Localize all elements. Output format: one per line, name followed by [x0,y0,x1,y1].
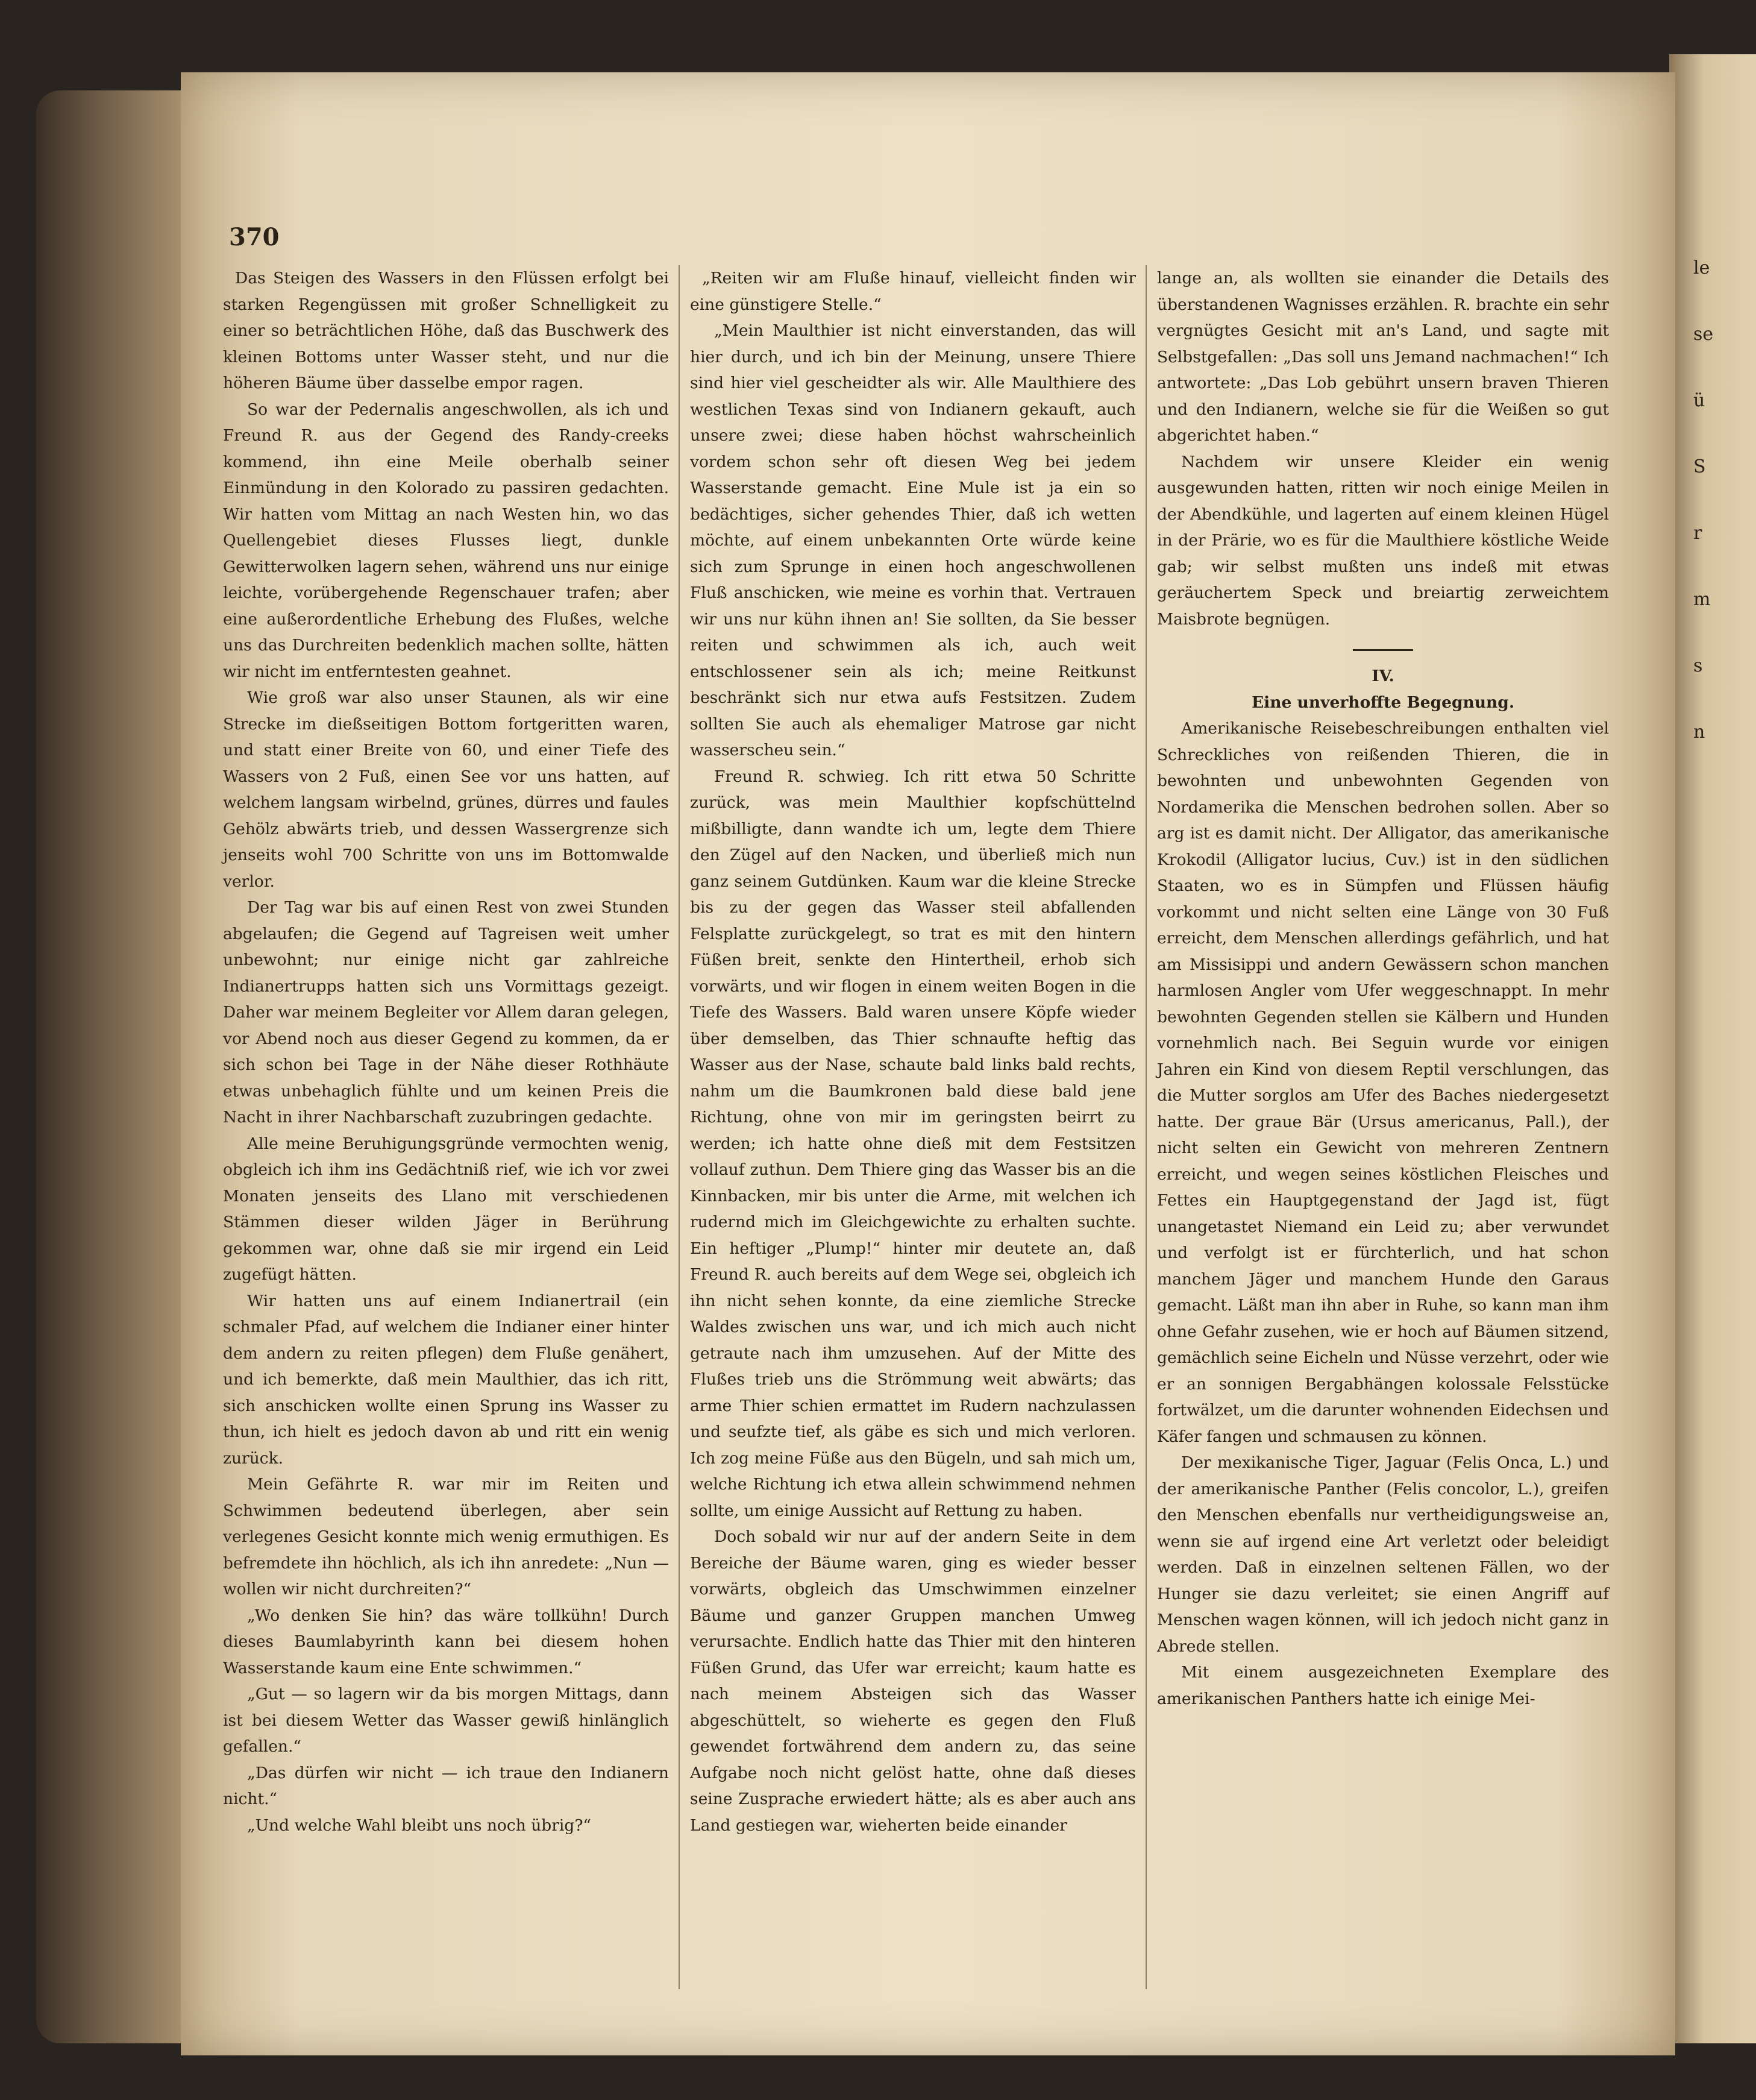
edge-fragment: S [1693,456,1706,477]
paragraph: lange an, als wollten sie einander die Details des überstandenen Wagnisses erzählen. R. brachte ein sehr vergnügtes Gesicht mit an's Land, und sagte mit Selbstgefallen: „Das soll uns Jemand nachmachen!“ Ich antwortete: „Das Lob gebührt unsern braven Thieren und den Indianern, welche sie für die Weißen so gut abgerichtet haben.“ [1157,269,1609,445]
paragraph: Der Tag war bis auf einen Rest von zwei Stunden abgelaufen; die Gegend auf Tagreisen weit umher unbewohnt; nur einige nicht gar zahlreiche Indianertrupps hatten sich uns Vormittags gezeigt. Daher war meinem Begleiter vor Allem daran gelegen, vor Abend noch aus dieser Gegend zu kommen, da er sich schon bei Tage in der Nähe dieser Rothhäute etwas unbehaglich fühlte und um keinen Preis die Nacht in ihrer Nachbarschaft zuzubringen gedachte. [223,898,669,1127]
paragraph: Mit einem ausgezeichneten Exemplare des amerikanischen Panthers hatte ich einige Mei- [1157,1663,1609,1708]
edge-fragment: r [1693,523,1702,544]
facing-page-text-fragments [1693,235,1713,765]
text-column-1 [223,265,669,1838]
paragraph: „Gut — so lagern wir da bis morgen Mittags, dann ist bei diesem Wetter das Wasser gewiß hinlänglich gefallen.“ [223,1685,669,1756]
edge-fragment: m [1693,589,1711,610]
paragraph: Nachdem wir unsere Kleider ein wenig ausgewunden hatten, ritten wir noch einige Meilen in der Abendkühle, und lagerten auf einem kleinen Hügel in der Prärie, wo es für die Maulthiere köstliche Weide gab; wir selbst mußten uns indeß mit etwas geräuchertem Speck und breiartig zerweichtem Maisbrote begnügen. [1157,452,1609,629]
paragraph: „Wo denken Sie hin? das wäre tollkühn! Durch dieses Baumlabyrinth kann bei diesem hohen Wasserstande kaum eine Ente schwimmen.“ [223,1606,669,1677]
edge-fragment: se [1693,324,1714,345]
text-column-3 [1157,265,1609,1712]
paragraph: Mein Gefährte R. war mir im Reiten und Schwimmen bedeutend überlegen, aber sein verlegenes Gesicht konnte mich wenig ermuthigen. Es befremdete ihn höchlich, als ich ihn anredete: „Nun — wollen wir nicht durchreiten?“ [223,1475,669,1599]
paragraph: Doch sobald wir nur auf der andern Seite in dem Bereiche der Bäume waren, ging es wieder besser vorwärts, obgleich das Umschwimmen einzelner Bäume und ganzer Gruppen manchen Umweg verursachte. Endlich hatte das Thier mit den hinteren Füßen Grund, das Ufer war erreicht; kaum hatte es nach meinem Absteigen sich das Wasser abgeschüttelt, so wieherte es gegen den Fluß gewendet fortwährend dem andern zu, das seine Aufgabe noch nicht gelöst hatte, ohne daß dieses seine Zusprache erwiedert hätte; als es aber auch ans Land gestiegen war, wieherten beide einander [690,1527,1136,1835]
paragraph: So war der Pedernalis angeschwollen, als ich und Freund R. aus der Gegend des Randy-creeks kommend, ihn eine Meile oberhalb seiner Einmündung in den Kolorado zu passiren gedachten. Wir hatten vom Mittag an nach Westen hin, wo das Quellengebiet dieses Flusses liegt, dunkle Gewitterwolken lagern sehen, während uns nur einige leichte, vorübergehende Regenschauer trafen; aber eine außerordentliche Erhebung des Flußes, welche uns das Durchreiten bedenklich machen sollte, hätten wir nicht im entferntesten geahnet. [223,400,669,681]
column-3-top-text [1157,265,1609,632]
column-3-section-text [1157,715,1609,1712]
book-page [181,72,1675,2055]
column-divider-1 [679,265,680,1989]
paragraph: „Und welche Wahl bleibt uns noch übrig?“ [247,1815,592,1835]
facing-page-edge [1669,54,1756,2043]
paragraph: Wir hatten uns auf einem Indianertrail (ein schmaler Pfad, auf welchem die Indianer einer hinter dem andern zu reiten pflegen) dem Fluße genähert, und ich bemerkte, daß mein Maulthier, das ich ritt, sich anschicken wollte einen Sprung ins Wasser zu thun, ich hielt es jedoch davon ab und ritt ein wenig zurück. [223,1291,669,1468]
section-separator-rule [1353,649,1413,651]
edge-fragment: n [1693,721,1705,743]
paragraph: Das Steigen des Wassers in den Flüssen erfolgt bei starken Regengüssen mit großer Schnelligkeit zu einer so beträchtlichen Höhe, daß das Buschwerk des kleinen Bottoms unter Wasser steht, und nur die höheren Bäume über dasselbe empor ragen. [223,269,669,392]
paragraph: „Mein Maulthier ist nicht einverstanden, das will hier durch, und ich bin der Meinung, unsere Thiere sind hier viel gescheidter als wir. Alle Maulthiere des westlichen Texas sind von Indianern gekauft, auch unsere zwei; diese haben höchst wahrscheinlich vordem schon sehr oft diesen Weg bei jedem Wasserstande gemacht. Eine Mule ist ja ein so bedächtiges, sicher gehendes Thier, daß ich wetten möchte, auf einem unbekannten Orte würde keine sich zum Sprunge in einen hoch angeschwollenen Fluß anschicken, wie meine es vorhin that. Vertrauen wir uns nur kühn ihnen an! Sie sollten, da Sie besser reiten und schwimmen als ich, auch weit entschlossener sein als ich; meine Reitkunst beschränkt sich nur etwa aufs Festsitzen. Zudem sollten Sie auch als ehemaliger Matrose gar nicht wasserscheu sein.“ [690,321,1136,759]
edge-fragment: ü [1693,390,1705,411]
edge-fragment: le [1693,257,1710,278]
paragraph: Alle meine Beruhigungsgründe vermochten wenig, obgleich ich ihm ins Gedächtniß rief, wie ich vor zwei Monaten jenseits des Llano mit verschiedenen Stämmen dieser wilden Jäger in Berührung gekommen war, ohne daß sie mir irgend ein Leid zugefügt hätten. [223,1134,669,1284]
section-number: IV. [1372,667,1394,685]
section-title: Eine unverhoffte Begegnung. [1251,693,1515,712]
paragraph: Wie groß war also unser Staunen, als wir eine Strecke im dießseitigen Bottom fortgeritten waren, und statt einer Breite von 60, und einer Tiefe des Wassers von 2 Fuß, einen See vor uns hatten, auf welchem langsam wirbelnd, grünes, dürres und faules Gehölz abwärts trieb, und dessen Wassergrenze sich jenseits wohl 700 Schritte von uns im Bottomwalde verlor. [223,688,669,891]
edge-fragment: s [1693,655,1703,676]
paragraph: Amerikanische Reisebeschreibungen enthalten viel Schreckliches von reißenden Thieren, die in bewohnten und unbewohnten Gegenden von Nordamerika die Menschen bedrohen sollen. Aber so arg ist es damit nicht. Der Alligator, das amerikanische Krokodil (Alligator lucius, Cuv.) ist in den südlichen Staaten, wo es in Sümpfen und Flüssen häufig vorkommt und nicht selten eine Länge von 30 Fuß erreicht, dem Menschen allerdings gefährlich, und hat am Missisippi und andern Gewässern schon manchen harmlosen Angler vom Ufer weggeschnappt. In mehr bewohnten Gegenden stellen sie Kälbern und Hunden vornehmlich nach. Bei Seguin wurde vor einigen Jahren ein Kind von diesem Reptil verschlungen, das die Mutter sorglos am Ufer des Baches niedergesetzt hatte. Der graue Bär (Ursus americanus, Pall.), der nicht selten ein Gewicht von mehreren Zentnern erreicht, und wegen seines köstlichen Fleisches und Fettes ein Hauptgegenstand der Jagd ist, fügt unangetastet Niemand ein Leid zu; aber verwundet und verfolgt ist er fürchterlich, und hat schon manchem Jäger und manchem Hunde den Garaus gemacht. Läßt man ihn aber in Ruhe, so kann man ihm ohne Gefahr zusehen, wie er hoch auf Bäumen sitzend, gemächlich seine Eicheln und Nüsse verzehrt, oder wie er an sonnigen Bergabhängen kolossale Felsstücke fortwälzet, um die darunter wohnenden Eidechsen und Käfer fangen und schmausen zu können. [1157,719,1609,1446]
text-column-2 [690,265,1136,1838]
paragraph: „Das dürfen wir nicht — ich traue den Indianern nicht.“ [223,1763,669,1808]
column-divider-2 [1146,265,1147,1989]
paragraph: Der mexikanische Tiger, Jaguar (Felis Onca, L.) und der amerikanische Panther (Felis concolor, L.), greifen den Menschen ebenfalls nur vertheidigungsweise an, wenn sie auf irgend eine Art verletzt oder beleidigt werden. Daß in einzelnen seltenen Fällen, wo der Hunger sie dazu verleitet; sie einen Angriff auf Menschen wagen können, will ich jedoch nicht ganz in Abrede stellen. [1157,1453,1609,1656]
paragraph: „Reiten wir am Fluße hinauf, vielleicht finden wir eine günstigere Stelle.“ [690,269,1136,314]
paragraph: Freund R. schwieg. Ich ritt etwa 50 Schritte zurück, was mein Maulthier kopfschüttelnd mißbilligte, dann wandte ich um, legte dem Thiere den Zügel auf den Nacken, und überließ mich nun ganz seinem Gutdünken. Kaum war die kleine Strecke bis zu der gegen das Wasser steil abfallenden Felsplatte zurückgelegt, so trat es mit den hintern Füßen breit, senkte den Hintertheil, erhob sich vorwärts, und wir flogen in einem weiten Bogen in die Tiefe des Wassers. Bald waren unsere Köpfe wieder über demselben, das Thier schnaufte heftig das Wasser aus der Nase, schaute bald links bald rechts, nahm um die Baumkronen bald diese bald jene Richtung, ohne von mir im geringsten beirrt zu werden; ich hatte ohne dieß mit dem Festsitzen vollauf zuthun. Dem Thiere ging das Wasser bis an die Kinnbacken, mir bis unter die Arme, mit welchen ich rudernd mich im Gleichgewichte zu erhalten suchte. Ein heftiger „Plump!“ hinter mir deutete an, daß Freund R. auch bereits auf dem Wege sei, obgleich ich ihn nicht sehen konnte, da eine ziemliche Strecke Waldes zwischen uns war, und ich mich auch nicht getraute nach ihm umzusehen. Auf der Mitte des Flußes trieb uns die Strömmung weit abwärts; das arme Thier schien ermattet im Rudern nachzulassen und seufzte tief, als gäbe es sich und mich verloren. Ich zog meine Füße aus den Bügeln, und sah mich um, welche Richtung ich etwa allein schwimmend nehmen sollte, um einige Aussicht auf Rettung zu haben. [690,767,1136,1520]
page-number: 370 [229,223,280,251]
